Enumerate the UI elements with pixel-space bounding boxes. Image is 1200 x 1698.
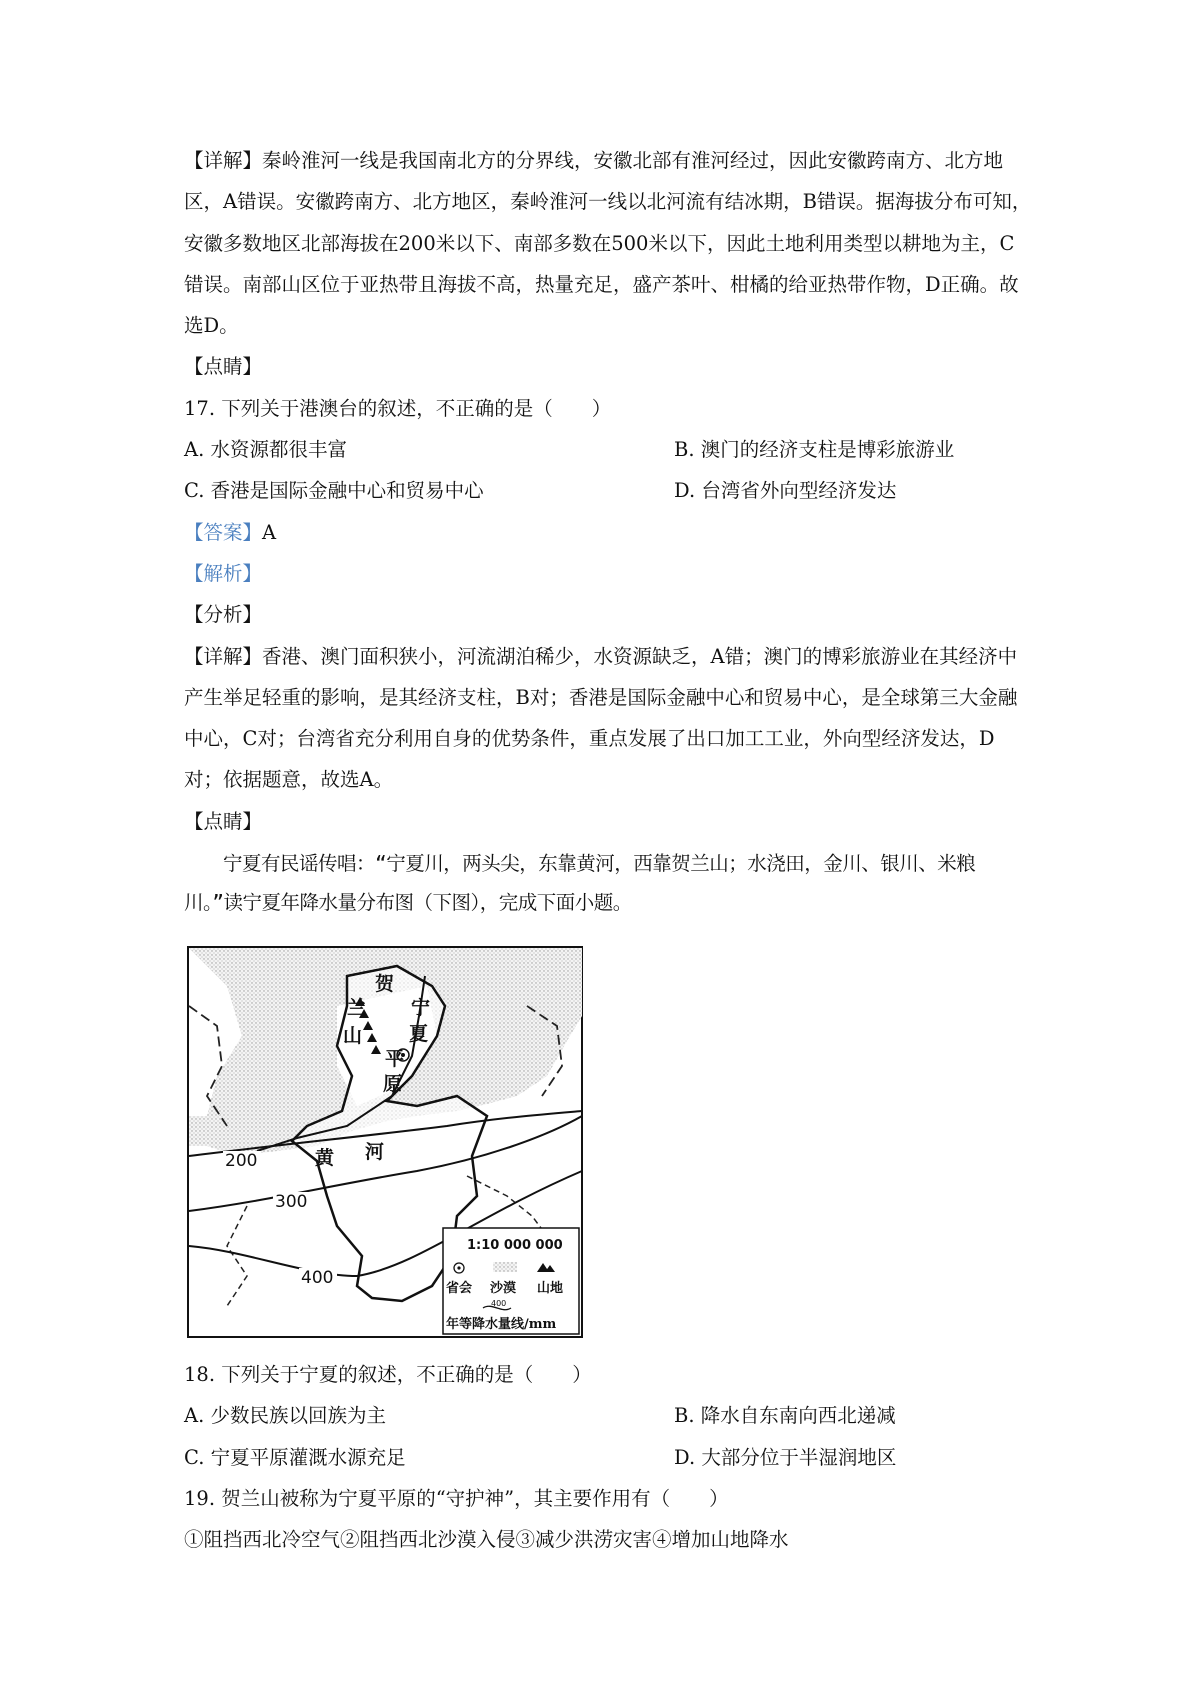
label-huang: 黄 <box>315 1147 335 1169</box>
q18-options-row-1 <box>184 1395 1032 1436</box>
q19-choices: ①阻挡西北冷空气②阻挡西北沙漠入侵③减少洪涝灾害④增加山地降水 <box>184 1528 789 1552</box>
label-iso-200: 200 <box>225 1151 258 1171</box>
q17-comment: 【点睛】 <box>184 809 263 833</box>
label-iso-300: 300 <box>275 1192 308 1212</box>
text-block-bottom <box>184 1354 1032 1560</box>
label-he: 贺 <box>375 973 395 995</box>
q17-options-row-1 <box>184 429 1032 470</box>
q17-answer-label: 【答案】 <box>184 520 263 544</box>
q17-option-b: B. 澳门的经济支柱是博彩旅游业 <box>674 438 955 462</box>
label-yuan: 原 <box>383 1073 403 1095</box>
q17-options-row-2 <box>184 470 1032 511</box>
q17-answer: A <box>262 520 277 544</box>
q17-fenxi: 【分析】 <box>184 603 263 627</box>
q17-option-a: A. 水资源都很丰富 <box>184 438 347 462</box>
q17-stem: 17. 下列关于港澳台的叙述，不正确的是（ ） <box>184 396 612 420</box>
legend-capital: 省会 <box>446 1281 473 1296</box>
q17-option-c: C. 香港是国际金融中心和贸易中心 <box>184 479 484 503</box>
q18-option-b: B. 降水自东南向西北递减 <box>674 1404 896 1428</box>
ningxia-intro: 宁夏有民谣传唱：“宁夏川，两头尖，东靠黄河，西靠贺兰山；水浇田，金川、银川、米粮川。”读宁夏年降水量分布图（下图），完成下面小题。 <box>184 852 976 915</box>
legend-line-caption: 年等降水量线/mm <box>446 1317 557 1332</box>
label-river: 河 <box>365 1141 385 1163</box>
legend-desert: 沙漠 <box>490 1281 517 1296</box>
label-ning: 宁 <box>411 997 431 1019</box>
map-legend <box>443 1228 579 1334</box>
label-ping: 平 <box>385 1048 405 1070</box>
label-iso-400: 400 <box>301 1268 334 1288</box>
q17-analysis-label: 【解析】 <box>184 561 263 585</box>
label-lan: 兰 <box>347 997 367 1019</box>
q18-option-a: A. 少数民族以回族为主 <box>184 1404 386 1428</box>
q18-option-d: D. 大部分位于半湿润地区 <box>674 1445 897 1469</box>
legend-line-value: 400 <box>491 1299 507 1308</box>
q18-options-row-2 <box>184 1437 1032 1478</box>
legend-desert-icon <box>493 1262 517 1272</box>
label-shan: 山 <box>343 1025 363 1047</box>
q17-answer-line <box>184 512 1032 553</box>
q18-option-c: C. 宁夏平原灌溉水源充足 <box>184 1445 406 1469</box>
legend-scale: 1:10 000 000 <box>467 1238 563 1253</box>
ningxia-precipitation-map <box>187 946 583 1338</box>
q16-detail: 【详解】秦岭淮河一线是我国南北方的分界线，安徽北部有淮河经过，因此安徽跨南方、北方地区，A错误。安徽跨南方、北方地区，秦岭淮河一线以北河流有结冰期，B错误。据海拔分布可知，安徽多数地区北部海拔在200米以下、南部多数在500米以下，因此土地利用类型以耕地为主，C错误。南部山区位于亚热带且海拔不高，热量充足，盛产茶叶、柑橘的给亚热带作物，D正确。故选D。 <box>184 149 1032 338</box>
text-block-top <box>184 140 1032 922</box>
map-svg <box>187 946 583 1338</box>
q17-detail: 【详解】香港、澳门面积狭小，河流湖泊稀少，水资源缺乏，A错；澳门的博彩旅游业在其经济中产生举足轻重的影响，是其经济支柱，B对；香港是国际金融中心和贸易中心，是全球第三大金融中心，C对；台湾省充分利用自身的优势条件，重点发展了出口加工工业，外向型经济发达，D对；依据题意，故选A。 <box>184 644 1018 792</box>
q18-stem: 18. 下列关于宁夏的叙述，不正确的是（ ） <box>184 1363 592 1386</box>
legend-mountain: 山地 <box>537 1281 564 1296</box>
q19-stem: 19. 贺兰山被称为宁夏平原的“守护神”，其主要作用有（ ） <box>184 1486 729 1510</box>
label-xia: 夏 <box>409 1023 429 1045</box>
q17-option-d: D. 台湾省外向型经济发达 <box>674 479 897 503</box>
q16-comment: 【点睛】 <box>184 355 263 379</box>
